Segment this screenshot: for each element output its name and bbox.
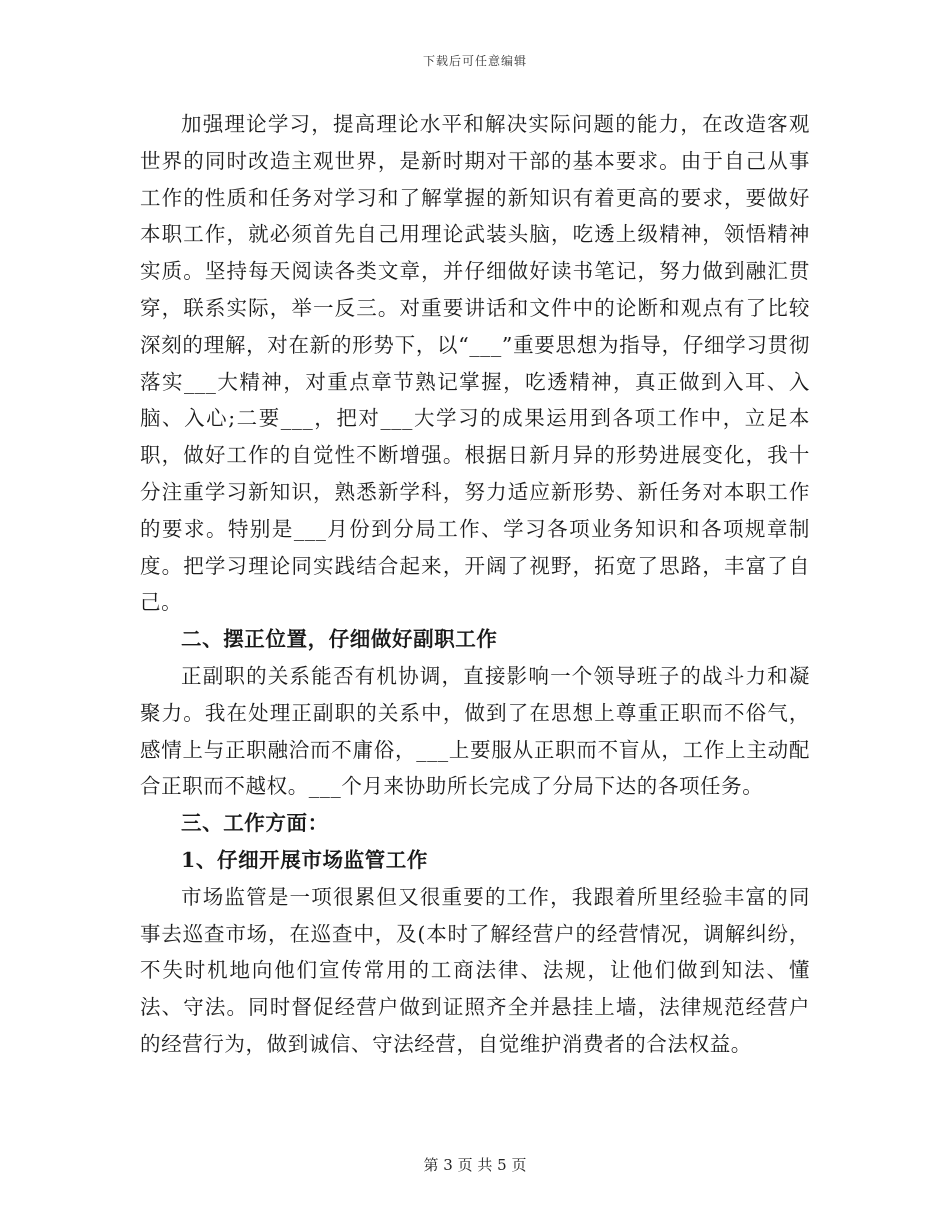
section-heading-work: 三、工作方面： [181, 811, 329, 836]
page-footer: 第 3 页 共 5 页 [423, 1156, 527, 1174]
subsection-heading-market-supervision: 1、仔细开展市场监管工作 [181, 847, 428, 872]
paragraph-market-supervision: 市场监管是一项很累但又很重要的工作，我跟着所里经验丰富的同事去巡查市场，在巡查中，及(本时了解经营户的经营情况，调解纠纷，不失时机地向他们宣传常用的工商法律、法规，让他们做到知法、懂法、守法。同时督促经营户做到证照齐全并悬挂上墙，法律规范经营户的经营行为，做到诚信、守法经营，自觉维护消费者的合法权益。 [140, 884, 810, 1056]
section-heading-deputy-role: 二、摆正位置，仔细做好副职工作 [181, 627, 498, 652]
page-header: 下载后可任意编辑 [422, 54, 527, 68]
paragraph-deputy-role: 正副职的关系能否有机协调，直接影响一个领导班子的战斗力和凝聚力。我在处理正副职的关系中，做到了在思想上尊重正职而不俗气，感情上与正职融洽而不庸俗，___上要服从正职而不盲从，工作上主动配合正职而不越权。___个月来协助所长完成了分局下达的各项任务。 [140, 663, 810, 799]
paragraph-theory-study: 加强理论学习，提高理论水平和解决实际问题的能力，在改造客观世界的同时改造主观世界，是新时期对干部的基本要求。由于自己从事工作的性质和任务对学习和了解掌握的新知识有着更高的要求，要做好本职工作，就必须首先自己用理论武装头脑，吃透上级精神，领悟精神实质。坚持每天阅读各类文章，并仔细做好读书笔记，努力做到融汇贯穿，联系实际，举一反三。对重要讲话和文件中的论断和观点有了比较深刻的理解，对在新的形势下，以“___”重要思想为指导，仔细学习贯彻落实___大精神，对重点章节熟记掌握，吃透精神，真正做到入耳、入脑、入心;二要___，把对___大学习的成果运用到各项工作中，立足本职，做好工作的自觉性不断增强。根据日新月异的形势进展变化，我十分注重学习新知识，熟悉新学科，努力适应新形势、新任务对本职工作的要求。特别是___月份到分局工作、学习各项业务知识和各项规章制度。把学习理论同实践结合起来，开阔了视野，拓宽了思路，丰富了自己。 [140, 112, 810, 615]
document-body [140, 106, 810, 1063]
